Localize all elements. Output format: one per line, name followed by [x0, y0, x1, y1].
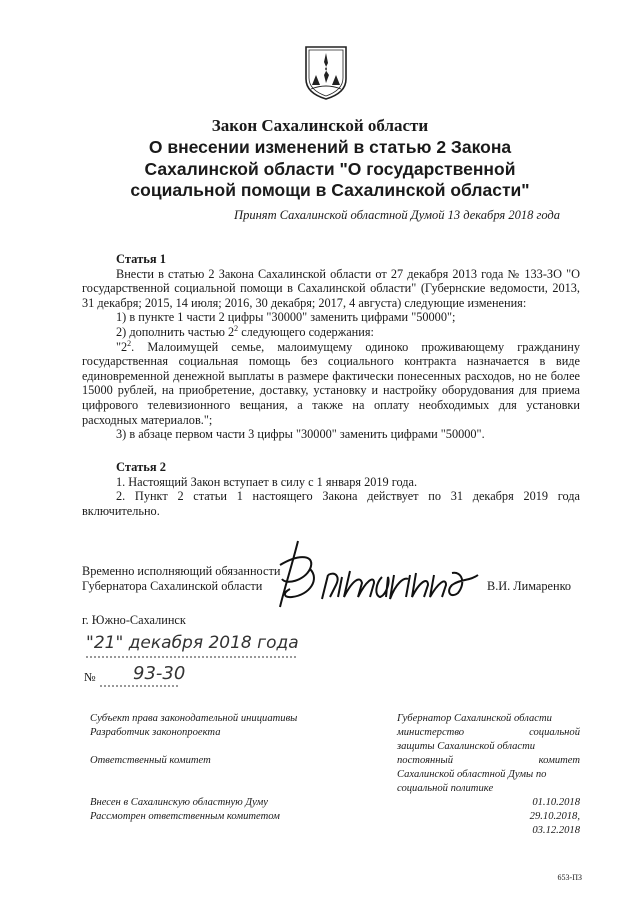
handwritten-date: "21" декабря 2018 года	[86, 633, 299, 653]
item-2-text: 2) дополнить частью 2	[116, 324, 235, 339]
meta-submitted-label: Внесен в Сахалинскую областную Думу	[90, 797, 268, 808]
meta-committee-line: социальной политике	[397, 783, 494, 794]
quote-superscript: 2	[127, 338, 132, 348]
meta-committee-line: постоянный комитет	[397, 755, 580, 766]
law-heading-line: социальной помощи в Сахалинской области"	[130, 180, 530, 200]
law-heading-line: О внесении изменений в статью 2 Закона	[148, 137, 512, 157]
meta-dates	[530, 796, 580, 838]
signatory-position-line: Временно исполняющий обязанности	[82, 564, 281, 578]
law-title: Закон Сахалинской области	[211, 116, 429, 135]
meta-developer-label: Разработчик законопроекта	[90, 727, 221, 738]
meta-date-reviewed: 03.12.2018	[532, 825, 580, 836]
quote-open: "2	[116, 339, 128, 354]
article-1-title: Статья 1	[116, 252, 166, 266]
meta-committee-line: Сахалинской областной Думы по	[397, 769, 547, 780]
meta-initiative-label: Субъект права законодательной инициативы	[90, 713, 298, 724]
article-1-quote	[82, 340, 580, 428]
document-code: 653-ПЗ	[557, 873, 582, 882]
article-1-item-3: 3) в абзаце первом части 3 цифры "30000" заменить цифрами "50000".	[116, 427, 485, 442]
article-2-p2: 2. Пункт 2 статьи 1 настоящего Закона действует по 31 декабря 2019 года включительно.	[82, 489, 580, 518]
meta-date-submitted: 01.10.2018	[532, 797, 580, 808]
document-number-label: №	[84, 670, 96, 684]
signing-city: г. Южно-Сахалинск	[82, 613, 186, 627]
number-underline	[100, 684, 180, 688]
meta-ministry-line: защиты Сахалинской области	[397, 741, 536, 752]
article-1-intro: Внести в статью 2 Закона Сахалинской области от 27 декабря 2013 года № 133-ЗО "О государственной социальной помощи в Сахалинской области" (Губернские ведомости, 2013, 31 декабря; 2015, 14 июля; 2016, 30 декабря; 2017, 4 августа) следующие изменения:	[82, 266, 580, 310]
article-2-title: Статья 2	[116, 460, 166, 474]
article-1	[82, 252, 580, 442]
article-1-item-2	[82, 325, 580, 340]
meta-reviewed-label: Рассмотрен ответственным комитетом	[90, 811, 280, 822]
article-2	[82, 460, 580, 518]
meta-committee-label: Ответственный комитет	[90, 755, 211, 766]
meta-date-reviewed: 29.10.2018,	[529, 811, 580, 822]
meta-governor: Губернатор Сахалинской области	[397, 713, 552, 724]
signatory-position	[82, 564, 280, 594]
item-2-text-end: следующего содержания:	[238, 324, 374, 339]
sakhalin-coat-of-arms-icon	[303, 45, 349, 101]
meta-right-block	[397, 712, 580, 796]
date-underline	[86, 655, 296, 659]
adoption-note: Принят Сахалинской областной Думой 13 декабря 2018 года	[234, 208, 560, 222]
law-heading	[0, 137, 640, 202]
signatory-position-line: Губернатора Сахалинской области	[82, 579, 263, 593]
article-2-p1: 1. Настоящий Закон вступает в силу с 1 января 2019 года.	[116, 474, 418, 489]
quote-text: . Малоимущей семье, малоимущему одиноко проживающему гражданину государственная социальная помощь без социального контракта назначается в виде единовременной денежной выплаты в размере фактически понесенных расходов, но не более 15000 рублей, на приобретение, доставку, установку и настройку оборудования для приема цифрового телевизионного вещания, а также на оплату необходимых для установки расходных материалов.";	[82, 339, 580, 427]
signatory-name: В.И. Лимаренко	[487, 579, 572, 593]
article-1-item-1: 1) в пункте 1 части 2 цифры "30000" заменить цифрами "50000";	[116, 310, 456, 325]
meta-ministry-line: министерство социальной	[397, 727, 580, 738]
handwritten-signature-icon	[270, 535, 495, 615]
handwritten-number: 93-30	[133, 663, 186, 684]
item-2-superscript: 2	[234, 323, 239, 333]
law-heading-line: Сахалинской области "О государственной	[144, 158, 516, 179]
